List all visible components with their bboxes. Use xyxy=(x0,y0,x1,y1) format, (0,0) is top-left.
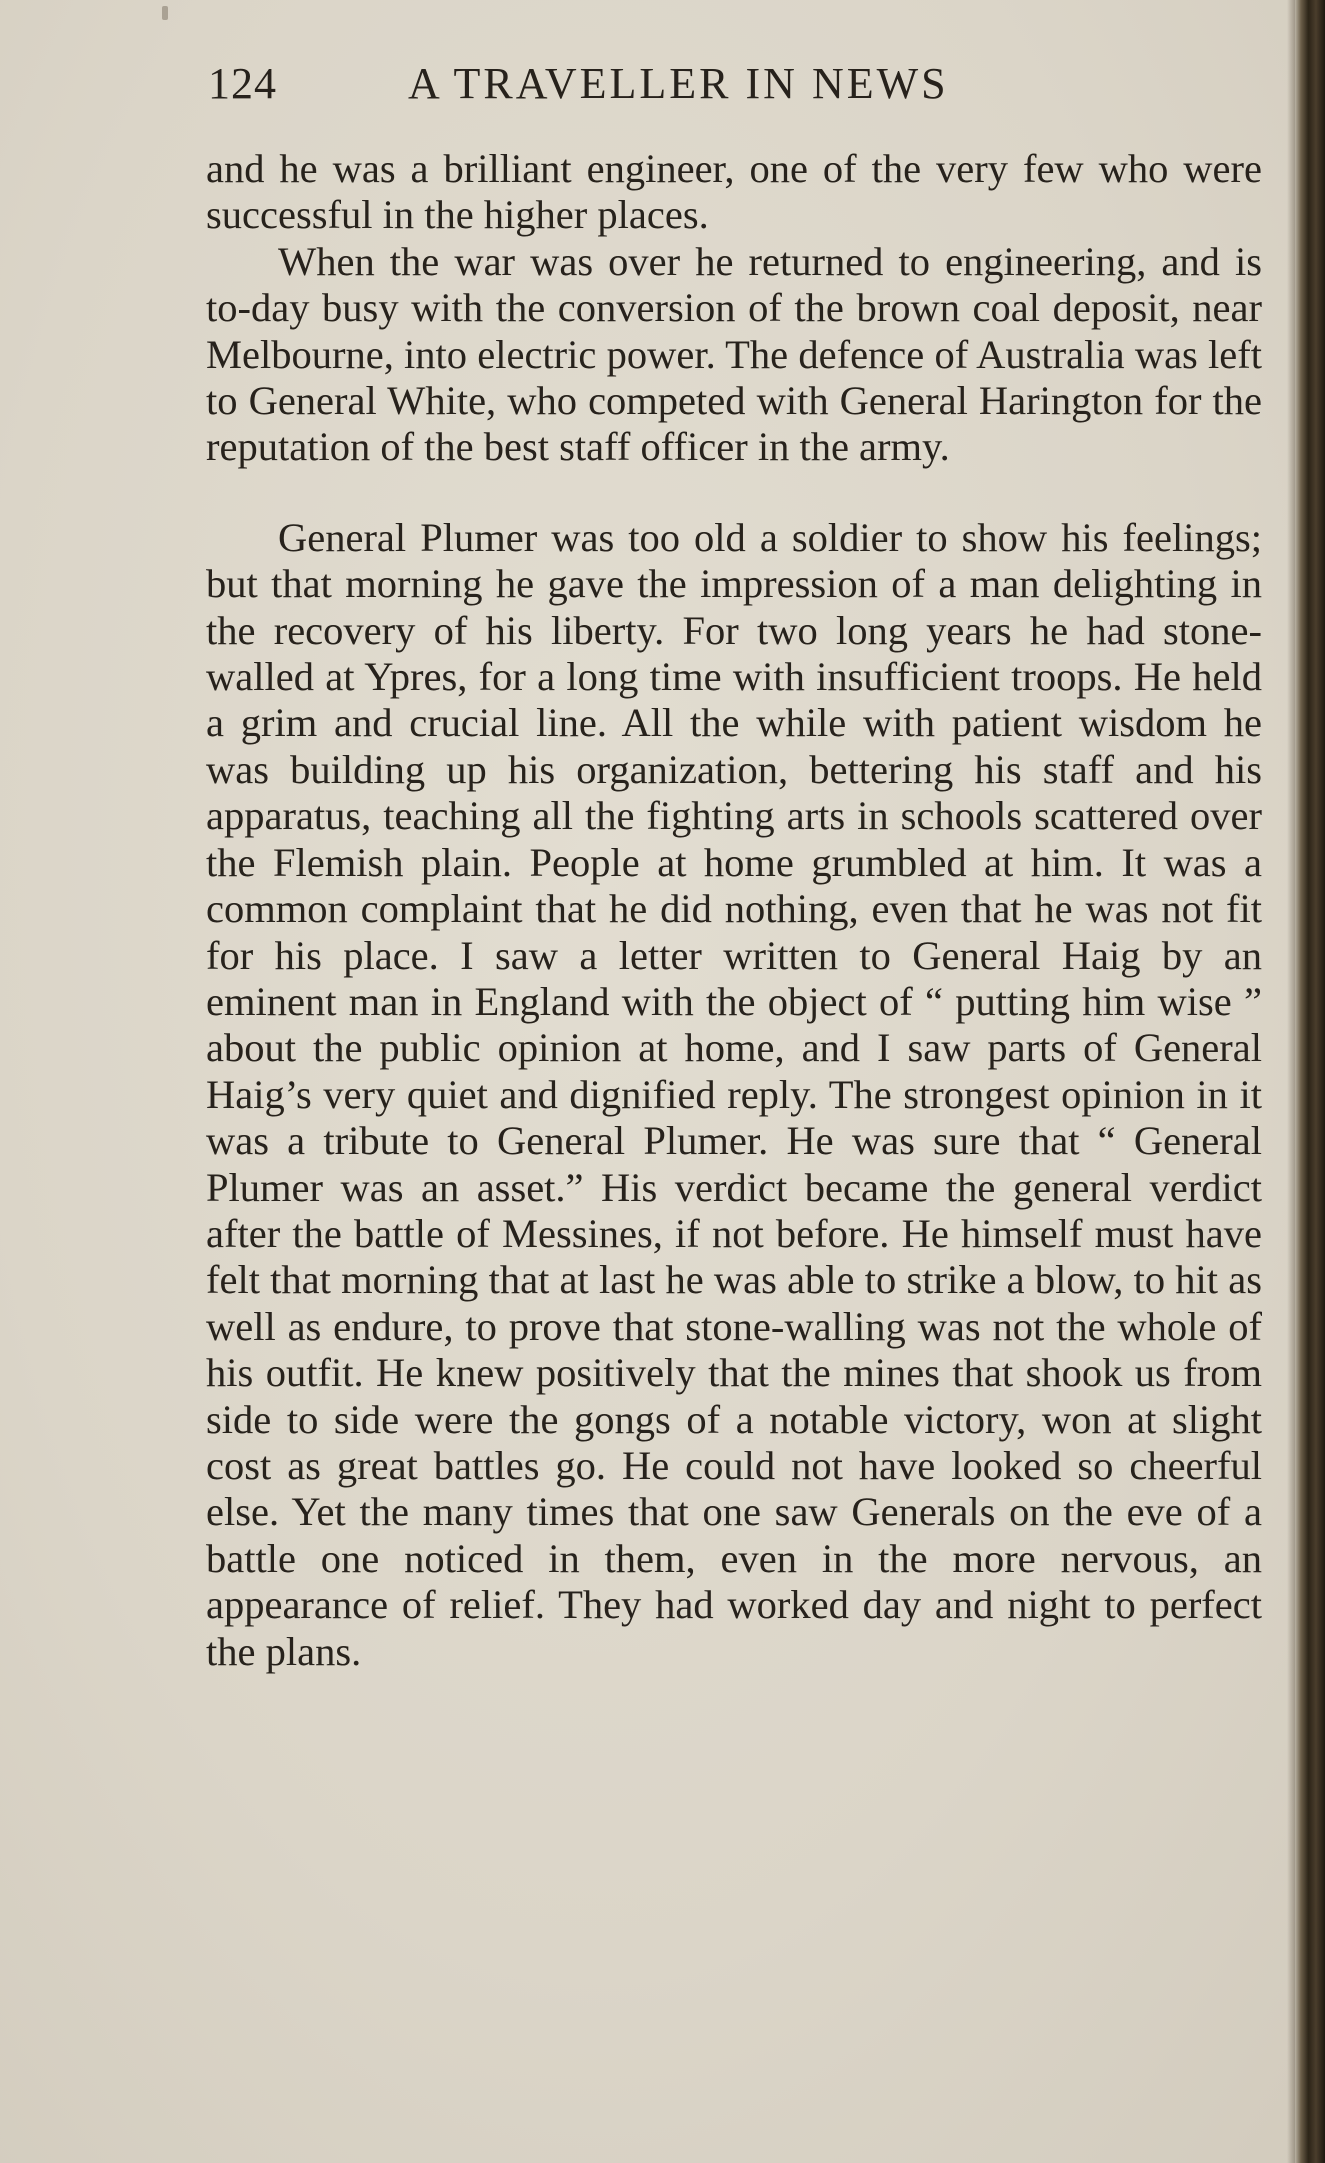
paragraph-war-over: When the war was over he returned to engineering, and is to-day busy with the conversion of the brown coal deposit, near Melbourne, into electric power. The defence of Australia was left to General White, who competed with General Harington for the reputation of the best staff officer in the army. xyxy=(206,238,1262,470)
paragraph-continued: and he was a brilliant engineer, one of the very few who were successful in the higher places. xyxy=(206,146,1262,238)
book-binding-edge xyxy=(1295,0,1325,2163)
print-blemish xyxy=(162,6,168,20)
body-text xyxy=(206,146,1262,1675)
running-title: A TRAVELLER IN NEWS xyxy=(408,59,949,108)
paragraph-general-plumer: General Plumer was too old a soldier to show his feelings; but that morning he gave the impression of a man delighting in the recovery of his liberty. For two long years he had stone-walled at Ypres, for a long time with insufficient troops. He held a grim and crucial line. All the while with patient wisdom he was building up his organization, bettering his staff and his apparatus, teaching all the fighting arts in schools scattered over the Flemish plain. People at home grumbled at him. It was a common complaint that he did nothing, even that he was not fit for his place. I saw a letter written to General Haig by an eminent man in England with the object of “ putting him wise ” about the public opinion at home, and I saw parts of General Haig’s very quiet and dignified reply. The strongest opinion in it was a tribute to General Plumer. He was sure that “ General Plumer was an asset.” His verdict became the general verdict after the battle of Messines, if not before. He himself must have felt that morning that at last he was able to strike a blow, to hit as well as endure, to prove that stone-walling was not the whole of his outfit. He knew positively that the mines that shook us from side to side were the gongs of a notable victory, won at slight cost as great battles go. He could not have looked so cheerful else. Yet the many times that one saw Generals on the eve of a battle one noticed in them, even in the more nervous, an appearance of relief. They had worked day and night to perfect the plans. xyxy=(206,514,1262,1674)
page-number: 124 xyxy=(208,59,277,108)
running-head xyxy=(208,58,1068,118)
